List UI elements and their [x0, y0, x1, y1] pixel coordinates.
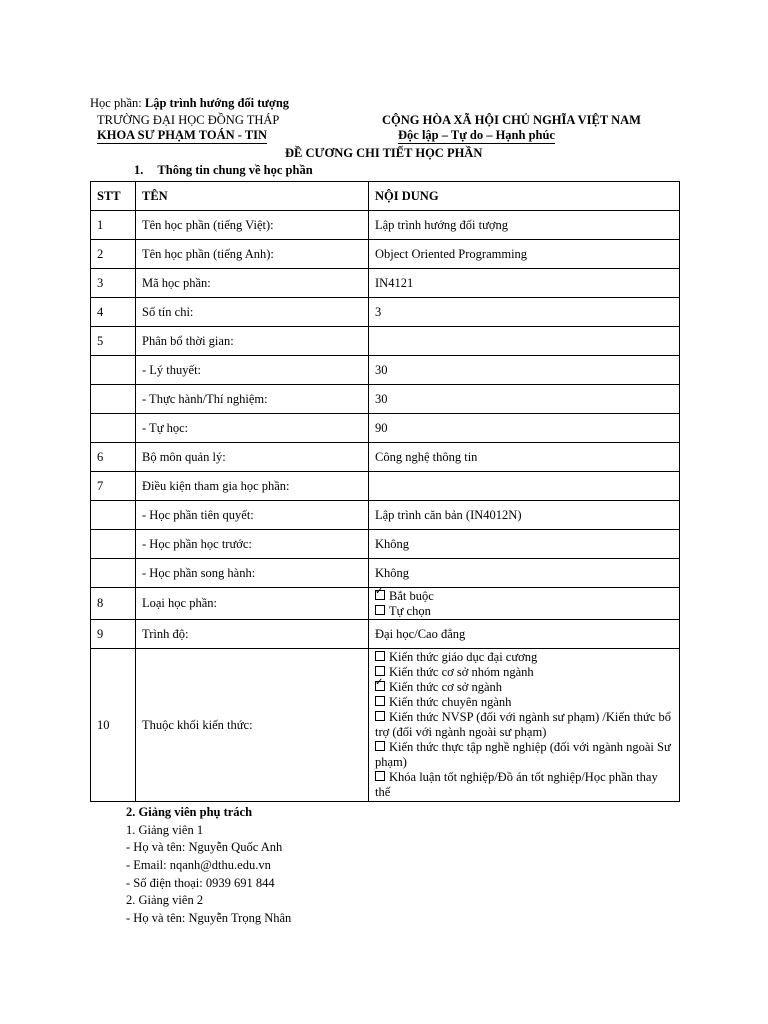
- faculty-name: [97, 128, 267, 143]
- cell-stt: [91, 559, 136, 588]
- course-name: Lập trình hướng đối tượng: [144, 96, 290, 110]
- header-stt: STT: [91, 182, 136, 211]
- checkbox-icon[interactable]: [375, 605, 385, 615]
- checkbox-icon[interactable]: [375, 696, 385, 706]
- table-row: [91, 559, 680, 588]
- checkbox-option[interactable]: [375, 680, 673, 695]
- section-1-title: Thông tin chung về học phần: [157, 163, 313, 177]
- cell-content: [369, 327, 680, 356]
- checkbox-icon[interactable]: [375, 590, 385, 600]
- cell-stt: 5: [91, 327, 136, 356]
- table-header-row: [91, 182, 680, 211]
- motto: [398, 128, 555, 143]
- cell-name: - Thực hành/Thí nghiệm:: [136, 385, 369, 414]
- table-row: [91, 620, 680, 649]
- table-row-knowledge-block: [91, 649, 680, 802]
- cell-name: - Học phần học trước:: [136, 530, 369, 559]
- cell-stt: 6: [91, 443, 136, 472]
- document-title: ĐỀ CƯƠNG CHI TIẾT HỌC PHẦN: [285, 146, 483, 160]
- faculty-label: KHOA SƯ PHẠM TOÁN - TIN: [97, 128, 268, 142]
- cell-name: Loại học phần:: [136, 588, 369, 620]
- school-name: TRƯỜNG ĐẠI HỌC ĐỒNG THÁP: [97, 113, 280, 127]
- option-label: Bắt buộc: [389, 588, 434, 603]
- cell-content: Không: [369, 559, 680, 588]
- cell-stt: [91, 356, 136, 385]
- checkbox-option[interactable]: [375, 710, 673, 740]
- checkbox-icon[interactable]: [375, 681, 385, 691]
- cell-stt: 9: [91, 620, 136, 649]
- option-label: Khóa luận tốt nghiệp/Đồ án tốt nghiệp/Học phần thay thế: [375, 770, 658, 799]
- option-label: Kiến thức chuyên ngành: [389, 695, 512, 709]
- checkbox-icon[interactable]: [375, 666, 385, 676]
- cell-name: - Tự học:: [136, 414, 369, 443]
- lecturer-line: 1. Giảng viên 1: [126, 823, 204, 837]
- checkbox-option[interactable]: [375, 604, 673, 619]
- cell-name: - Học phần tiên quyết:: [136, 501, 369, 530]
- cell-stt: 10: [91, 649, 136, 802]
- cell-stt: 2: [91, 240, 136, 269]
- cell-stt: 1: [91, 211, 136, 240]
- knowledge-block-options: [369, 649, 680, 802]
- cell-content: Công nghệ thông tin: [369, 443, 680, 472]
- checkbox-icon[interactable]: [375, 651, 385, 661]
- table-row: [91, 356, 680, 385]
- checkbox-option[interactable]: [375, 770, 673, 800]
- section-1-number: 1.: [134, 163, 144, 177]
- cell-name: - Lý thuyết:: [136, 356, 369, 385]
- cell-name: Mã học phần:: [136, 269, 369, 298]
- option-label: Kiến thức cơ sở ngành: [389, 680, 503, 694]
- cell-name: Bộ môn quản lý:: [136, 443, 369, 472]
- cell-content: Object Oriented Programming: [369, 240, 680, 269]
- cell-stt: 7: [91, 472, 136, 501]
- republic-title: CỘNG HÒA XÃ HỘI CHỦ NGHĨA VIỆT NAM: [382, 113, 641, 127]
- option-label: Tự chọn: [389, 603, 431, 618]
- cell-name: Tên học phần (tiếng Việt):: [136, 211, 369, 240]
- checkbox-icon[interactable]: [375, 741, 385, 751]
- option-label: Kiến thức NVSP (đối với ngành sư phạm) /Kiến thức bổ trợ (đối với ngành ngoài sư phạm): [375, 710, 671, 739]
- cell-name: Phân bổ thời gian:: [136, 327, 369, 356]
- cell-name: Thuộc khối kiến thức:: [136, 649, 369, 802]
- cell-stt: [91, 530, 136, 559]
- table-row: [91, 443, 680, 472]
- table-row: [91, 501, 680, 530]
- cell-content: Lập trình hướng đối tượng: [369, 211, 680, 240]
- checkbox-option[interactable]: [375, 695, 673, 710]
- table-row: [91, 269, 680, 298]
- cell-stt: 4: [91, 298, 136, 327]
- table-row: [91, 414, 680, 443]
- cell-content: Đại học/Cao đẳng: [369, 620, 680, 649]
- section-1-heading: [134, 163, 313, 178]
- cell-content: 90: [369, 414, 680, 443]
- cell-stt: [91, 385, 136, 414]
- section-2-heading: 2. Giảng viên phụ trách: [126, 805, 253, 819]
- checkbox-option[interactable]: [375, 665, 673, 680]
- cell-content: [369, 472, 680, 501]
- lecturer-line: - Số điện thoại: 0939 691 844: [126, 876, 275, 890]
- cell-stt: [91, 414, 136, 443]
- cell-content: 3: [369, 298, 680, 327]
- table-row: [91, 472, 680, 501]
- cell-stt: 8: [91, 588, 136, 620]
- course-line: [90, 96, 289, 111]
- lecturer-line: - Họ và tên: Nguyễn Quốc Anh: [126, 840, 283, 854]
- lecturer-line: 2. Giảng viên 2: [126, 893, 204, 907]
- course-info-table: [90, 181, 680, 802]
- checkbox-icon[interactable]: [375, 711, 385, 721]
- table-row: [91, 327, 680, 356]
- cell-stt: 3: [91, 269, 136, 298]
- checkbox-icon[interactable]: [375, 771, 385, 781]
- table-row: [91, 211, 680, 240]
- cell-name: Điều kiện tham gia học phần:: [136, 472, 369, 501]
- cell-stt: [91, 501, 136, 530]
- table-row: [91, 240, 680, 269]
- cell-name: Trình độ:: [136, 620, 369, 649]
- header-content: NỘI DUNG: [369, 182, 680, 211]
- cell-name: - Học phần song hành:: [136, 559, 369, 588]
- cell-content: 30: [369, 356, 680, 385]
- lecturer-line: - Email: nqanh@dthu.edu.vn: [126, 858, 271, 872]
- checkbox-option[interactable]: [375, 740, 673, 770]
- cell-name: Tên học phần (tiếng Anh):: [136, 240, 369, 269]
- cell-content: Lập trình căn bản (IN4012N): [369, 501, 680, 530]
- checkbox-option[interactable]: [375, 650, 673, 665]
- table-row: [91, 298, 680, 327]
- cell-content: Không: [369, 530, 680, 559]
- cell-content: 30: [369, 385, 680, 414]
- cell-name: Số tín chỉ:: [136, 298, 369, 327]
- table-row: [91, 530, 680, 559]
- motto-label: Độc lập – Tự do – Hạnh phúc: [398, 128, 555, 142]
- course-prefix: Học phần:: [90, 96, 142, 110]
- option-label: Kiến thức cơ sở nhóm ngành: [389, 665, 534, 679]
- cell-content: IN4121: [369, 269, 680, 298]
- option-label: Kiến thức giáo dục đại cương: [389, 650, 538, 664]
- table-row: [91, 385, 680, 414]
- option-label: Kiến thức thực tập nghề nghiệp (đối với ngành ngoài Sư phạm): [375, 740, 671, 769]
- course-type-options: [369, 588, 680, 620]
- header-name: TÊN: [136, 182, 369, 211]
- lecturer-line: - Họ và tên: Nguyễn Trọng Nhân: [126, 911, 292, 925]
- table-row-course-type: [91, 588, 680, 620]
- checkbox-option[interactable]: [375, 589, 673, 604]
